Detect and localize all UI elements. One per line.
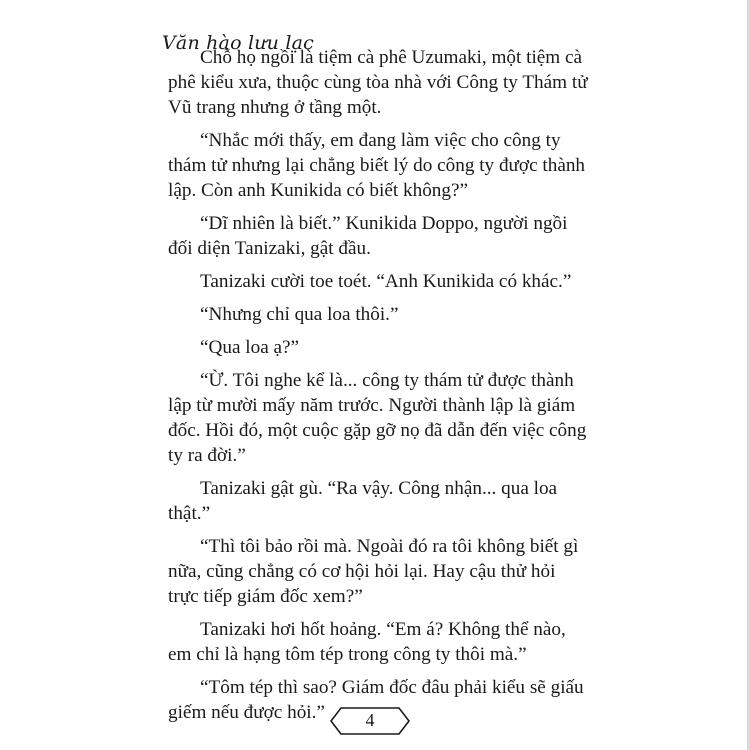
paragraph: “Qua loa ạ?” <box>200 337 300 358</box>
page-body <box>168 45 590 733</box>
paragraph: Chỗ họ ngồi là tiệm cà phê Uzumaki, một tiệm cà phê kiểu xưa, thuộc cùng tòa nhà với Công ty Thám tử Vũ trang nhưng ở tầng một. <box>168 47 588 118</box>
paragraph: “Tôm tép thì sao? Giám đốc đâu phải kiểu sẽ giấu giếm nếu được hỏi.” <box>168 677 584 723</box>
running-header-title: Văn hào lưu lạc <box>162 32 315 54</box>
paragraph: Tanizaki hơi hốt hoảng. “Em á? Không thể nào, em chỉ là hạng tôm tép trong công ty thôi mà.” <box>168 619 566 665</box>
paragraph: Tanizaki gật gù. “Ra vậy. Công nhận... qua loa thật.” <box>168 478 558 524</box>
paragraph: “Thì tôi bảo rồi mà. Ngoài đó ra tôi không biết gì nữa, cũng chẳng có cơ hội hỏi lại. Hay cậu thử hỏi trực tiếp giám đốc xem?” <box>168 536 579 607</box>
page-number-badge <box>329 706 411 736</box>
paragraph: “Ừ. Tôi nghe kể là... công ty thám tử được thành lập từ mười mấy năm trước. Người thành lập là giám đốc. Hồi đó, một cuộc gặp gỡ nọ đã dẫn đến việc công ty ra đời.” <box>168 370 587 466</box>
paragraph: “Nhắc mới thấy, em đang làm việc cho công ty thám tử nhưng lại chẳng biết lý do công ty được thành lập. Còn anh Kunikida có biết không?” <box>168 130 586 201</box>
paragraph: Tanizaki cười toe toét. “Anh Kunikida có khác.” <box>200 271 572 292</box>
paragraph: “Nhưng chỉ qua loa thôi.” <box>200 304 399 325</box>
paragraph: “Dĩ nhiên là biết.” Kunikida Doppo, người ngồi đối diện Tanizaki, gật đầu. <box>168 213 568 259</box>
page-number: 4 <box>365 710 375 730</box>
